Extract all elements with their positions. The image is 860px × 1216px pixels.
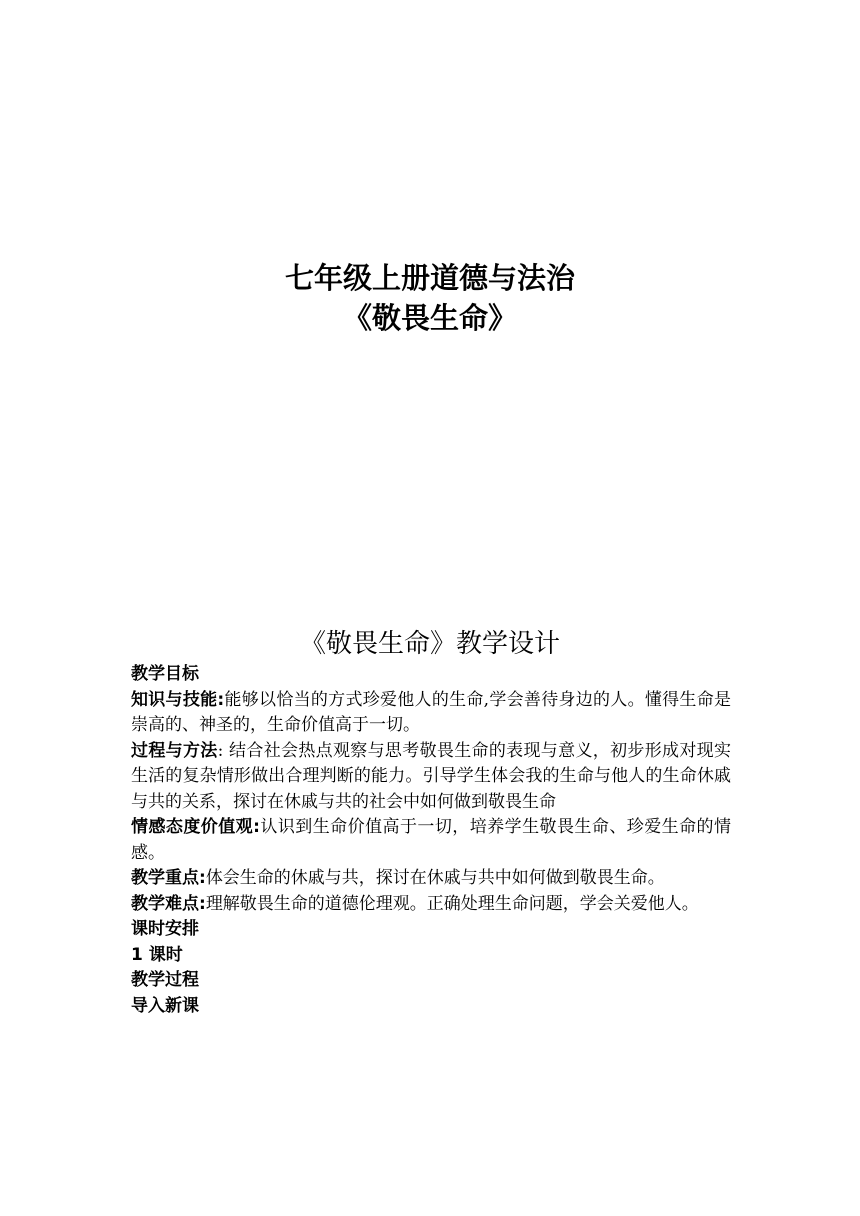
document-body bbox=[131, 662, 731, 1019]
schedule-value: 1 课时 bbox=[131, 944, 183, 965]
key-point-label: 教学重点: bbox=[131, 868, 206, 888]
knowledge-skills-text: 能够以恰当的方式珍爱他人的生命,学会善待身边的人。懂得生命是崇高的、神圣的，生命价值高于一切。 bbox=[131, 689, 731, 735]
difficulty-label: 教学难点: bbox=[131, 893, 206, 914]
process-heading: 教学过程 bbox=[131, 970, 199, 990]
document-heading: 《敬畏生命》教学设计 bbox=[299, 629, 560, 659]
intro-heading: 导入新课 bbox=[131, 995, 199, 1016]
process-methods-label: 过程与方法 bbox=[131, 740, 218, 761]
schedule-heading: 课时安排 bbox=[131, 919, 199, 939]
difficulty-paragraph bbox=[131, 892, 731, 918]
knowledge-skills-paragraph bbox=[131, 688, 731, 739]
process-methods-text: : 结合社会热点观察与思考敬畏生命的表现与意义，初步形成对现实生活的复杂情形做出合理判断的能力。引导学生体会我的生命与他人的生命休戚与共的关系，探讨在休戚与共的社会中如何做到敬畏生命 bbox=[131, 740, 732, 812]
cover-title-line-2: 《敬畏生命》 bbox=[342, 301, 517, 335]
knowledge-skills-label: 知识与技能: bbox=[131, 689, 225, 710]
cover-title-line-1: 七年级上册道德与法治 bbox=[284, 261, 575, 295]
attitude-values-text: 认识到生命价值高于一切，培养学生敬畏生命、珍爱生命的情感。 bbox=[131, 817, 731, 863]
difficulty-text: 理解敬畏生命的道德伦理观。正确处理生命问题，学会关爱他人。 bbox=[205, 893, 699, 914]
key-point-text: 体会生命的休戚与共，探讨在休戚与共中如何做到敬畏生命。 bbox=[205, 868, 665, 888]
objectives-heading: 教学目标 bbox=[131, 664, 199, 684]
key-point-paragraph bbox=[131, 866, 731, 892]
process-methods-paragraph bbox=[131, 739, 731, 816]
attitude-values-label: 情感态度价值观: bbox=[131, 817, 260, 837]
attitude-values-paragraph bbox=[131, 815, 731, 866]
